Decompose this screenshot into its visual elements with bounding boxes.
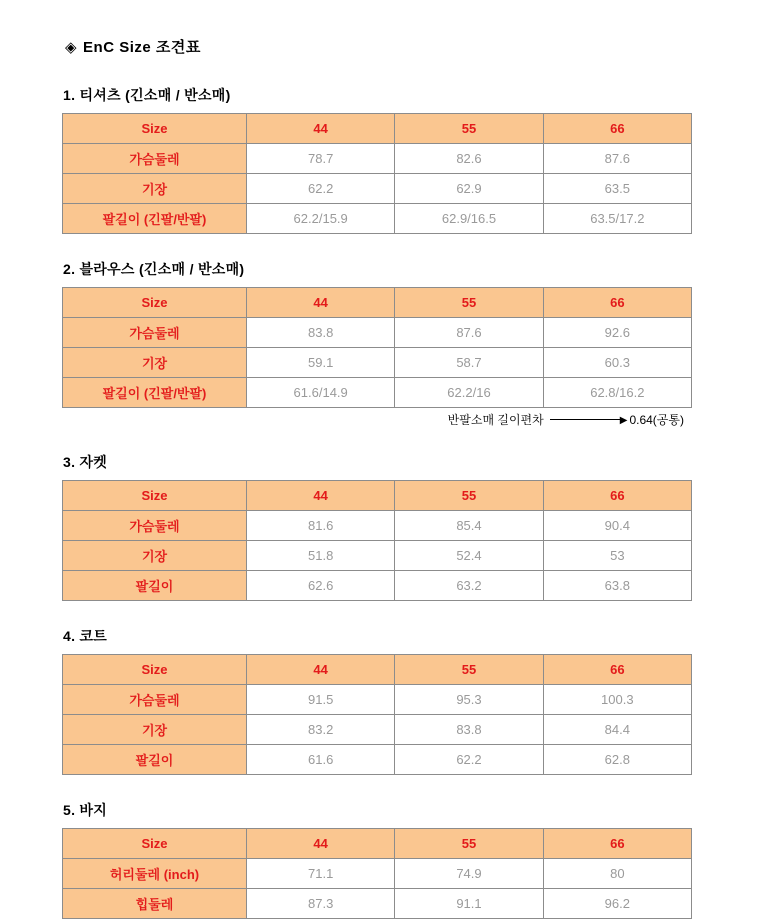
size-value: 61.6/14.9 bbox=[247, 378, 395, 408]
table-row bbox=[63, 571, 692, 601]
section-heading: 4. 코트 bbox=[63, 628, 108, 644]
size-value: 62.9/16.5 bbox=[395, 204, 543, 234]
table-row bbox=[63, 715, 692, 745]
row-label: 기장 bbox=[63, 541, 247, 571]
size-value: 63.8 bbox=[543, 571, 691, 601]
size-value: 58.7 bbox=[395, 348, 543, 378]
table-row bbox=[63, 889, 692, 919]
size-value: 95.3 bbox=[395, 685, 543, 715]
table-row bbox=[63, 378, 692, 408]
column-header: 66 bbox=[543, 655, 691, 685]
size-value: 83.8 bbox=[247, 318, 395, 348]
column-header: 66 bbox=[543, 288, 691, 318]
size-value: 87.6 bbox=[395, 318, 543, 348]
size-value: 87.6 bbox=[543, 144, 691, 174]
size-value: 83.2 bbox=[247, 715, 395, 745]
column-header: Size bbox=[63, 655, 247, 685]
size-value: 87.3 bbox=[247, 889, 395, 919]
size-section bbox=[62, 452, 758, 601]
row-label: 가슴둘레 bbox=[63, 511, 247, 541]
page-title bbox=[65, 36, 758, 57]
size-value: 62.2 bbox=[395, 745, 543, 775]
table-row bbox=[63, 318, 692, 348]
size-value: 83.8 bbox=[395, 715, 543, 745]
size-table bbox=[62, 654, 692, 775]
size-table bbox=[62, 828, 692, 919]
row-label: 가슴둘레 bbox=[63, 318, 247, 348]
size-value: 82.6 bbox=[395, 144, 543, 174]
column-header: Size bbox=[63, 829, 247, 859]
column-header: 55 bbox=[395, 288, 543, 318]
row-label: 기장 bbox=[63, 348, 247, 378]
size-section bbox=[62, 85, 758, 234]
section-heading: 3. 자켓 bbox=[63, 454, 108, 470]
table-note bbox=[62, 411, 692, 430]
size-value: 80 bbox=[543, 859, 691, 889]
row-label: 팔길이 bbox=[63, 745, 247, 775]
table-row bbox=[63, 348, 692, 378]
size-table bbox=[62, 287, 692, 408]
table-row bbox=[63, 174, 692, 204]
table-row bbox=[63, 511, 692, 541]
table-row bbox=[63, 144, 692, 174]
column-header: 44 bbox=[247, 829, 395, 859]
size-value: 51.8 bbox=[247, 541, 395, 571]
column-header: Size bbox=[63, 114, 247, 144]
column-header: 55 bbox=[395, 114, 543, 144]
size-value: 61.6 bbox=[247, 745, 395, 775]
size-value: 74.9 bbox=[395, 859, 543, 889]
row-label: 가슴둘레 bbox=[63, 685, 247, 715]
column-header: 44 bbox=[247, 114, 395, 144]
row-label: 기장 bbox=[63, 715, 247, 745]
table-row bbox=[63, 685, 692, 715]
diamond-icon: ◈ bbox=[65, 39, 78, 56]
size-value: 62.6 bbox=[247, 571, 395, 601]
column-header: 44 bbox=[247, 288, 395, 318]
table-header-row bbox=[63, 288, 692, 318]
size-table bbox=[62, 480, 692, 601]
size-value: 63.2 bbox=[395, 571, 543, 601]
arrow-line bbox=[550, 419, 622, 420]
table-header-row bbox=[63, 114, 692, 144]
row-label: 기장 bbox=[63, 174, 247, 204]
page-title-text: EnC Size 조견표 bbox=[83, 39, 201, 56]
note-value: 0.64(공통) bbox=[629, 413, 684, 427]
size-value: 62.8 bbox=[543, 745, 691, 775]
column-header: Size bbox=[63, 288, 247, 318]
size-value: 84.4 bbox=[543, 715, 691, 745]
size-table bbox=[62, 113, 692, 234]
section-heading: 2. 블라우스 (긴소매 / 반소매) bbox=[63, 261, 245, 277]
section-heading: 1. 티셔츠 (긴소매 / 반소매) bbox=[63, 87, 231, 103]
size-value: 52.4 bbox=[395, 541, 543, 571]
table-row bbox=[63, 204, 692, 234]
size-value: 85.4 bbox=[395, 511, 543, 541]
size-section bbox=[62, 626, 758, 775]
size-section bbox=[62, 259, 758, 430]
size-value: 92.6 bbox=[543, 318, 691, 348]
size-value: 78.7 bbox=[247, 144, 395, 174]
column-header: 44 bbox=[247, 481, 395, 511]
size-value: 62.8/16.2 bbox=[543, 378, 691, 408]
size-value: 91.5 bbox=[247, 685, 395, 715]
table-header-row bbox=[63, 655, 692, 685]
row-label: 팔길이 bbox=[63, 571, 247, 601]
row-label: 팔길이 (긴팔/반팔) bbox=[63, 378, 247, 408]
size-value: 62.2/16 bbox=[395, 378, 543, 408]
size-value: 90.4 bbox=[543, 511, 691, 541]
size-section bbox=[62, 800, 758, 919]
section-heading: 5. 바지 bbox=[63, 802, 108, 818]
column-header: 66 bbox=[543, 481, 691, 511]
arrow-right-icon: ▶ bbox=[619, 415, 628, 427]
table-row bbox=[63, 745, 692, 775]
column-header: 55 bbox=[395, 481, 543, 511]
table-row bbox=[63, 541, 692, 571]
size-value: 100.3 bbox=[543, 685, 691, 715]
size-value: 53 bbox=[543, 541, 691, 571]
size-value: 62.2/15.9 bbox=[247, 204, 395, 234]
table-header-row bbox=[63, 481, 692, 511]
size-value: 60.3 bbox=[543, 348, 691, 378]
size-value: 91.1 bbox=[395, 889, 543, 919]
row-label: 팔길이 (긴팔/반팔) bbox=[63, 204, 247, 234]
size-value: 63.5/17.2 bbox=[543, 204, 691, 234]
column-header: 55 bbox=[395, 655, 543, 685]
row-label: 허리둘레 (inch) bbox=[63, 859, 247, 889]
size-value: 81.6 bbox=[247, 511, 395, 541]
size-value: 62.9 bbox=[395, 174, 543, 204]
sections-container bbox=[62, 85, 758, 919]
note-label: 반팔소매 길이편차 bbox=[447, 413, 544, 427]
column-header: 55 bbox=[395, 829, 543, 859]
row-label: 힙둘레 bbox=[63, 889, 247, 919]
size-value: 62.2 bbox=[247, 174, 395, 204]
column-header: 44 bbox=[247, 655, 395, 685]
column-header: 66 bbox=[543, 829, 691, 859]
column-header: 66 bbox=[543, 114, 691, 144]
table-header-row bbox=[63, 829, 692, 859]
table-row bbox=[63, 859, 692, 889]
size-value: 63.5 bbox=[543, 174, 691, 204]
size-value: 59.1 bbox=[247, 348, 395, 378]
size-value: 71.1 bbox=[247, 859, 395, 889]
size-value: 96.2 bbox=[543, 889, 691, 919]
row-label: 가슴둘레 bbox=[63, 144, 247, 174]
column-header: Size bbox=[63, 481, 247, 511]
